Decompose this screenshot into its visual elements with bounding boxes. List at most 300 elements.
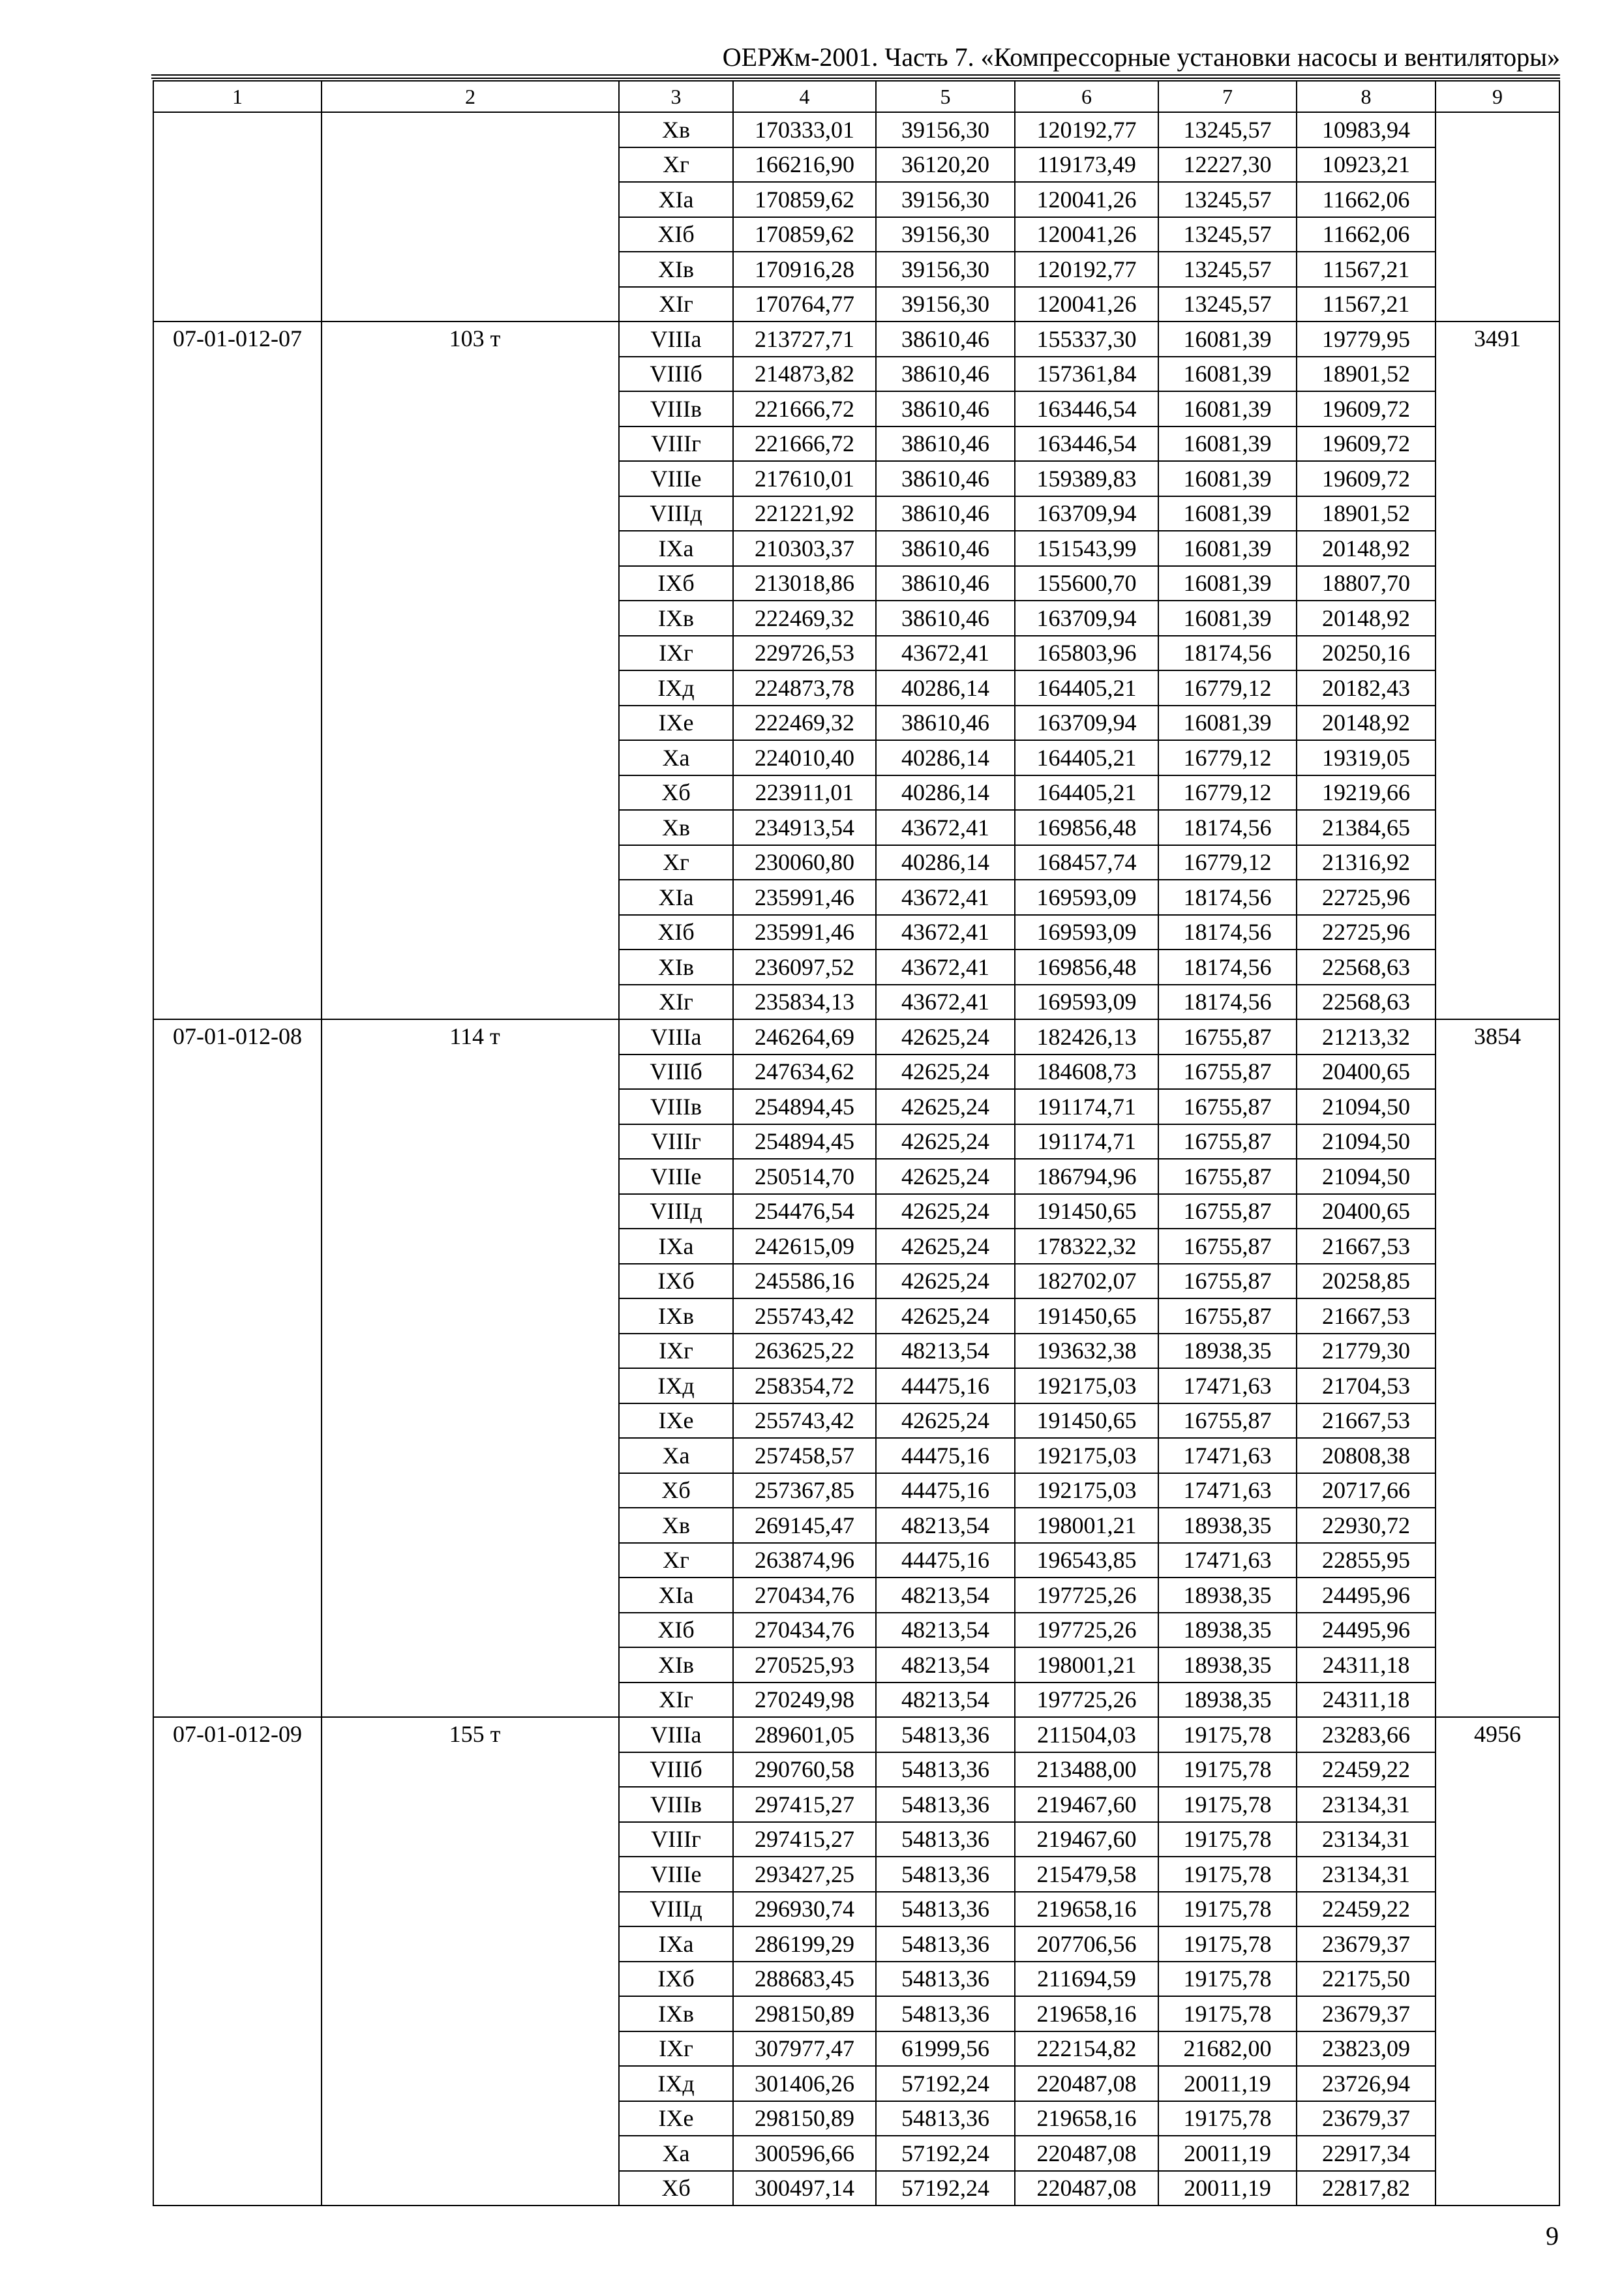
column-number: 8 [1297, 81, 1436, 112]
value-cell: 16779,12 [1158, 845, 1297, 880]
value-cell: 16755,87 [1158, 1055, 1297, 1090]
value-cell: 196543,85 [1015, 1543, 1158, 1578]
value-cell: 192175,03 [1015, 1368, 1158, 1403]
value-cell: 23679,37 [1297, 1926, 1436, 1962]
value-cell: 42625,24 [876, 1229, 1015, 1264]
category-cell: XIa [619, 1578, 733, 1613]
value-cell: 163446,54 [1015, 391, 1158, 426]
value-cell: 39156,30 [876, 287, 1015, 322]
value-cell: 17471,63 [1158, 1438, 1297, 1473]
value-cell: 48213,54 [876, 1683, 1015, 1718]
category-cell: XIв [619, 252, 733, 287]
category-cell: IXб [619, 1264, 733, 1299]
value-cell: 16755,87 [1158, 1229, 1297, 1264]
value-cell: 20148,92 [1297, 601, 1436, 636]
value-cell: 20258,85 [1297, 1264, 1436, 1299]
value-cell: 163446,54 [1015, 426, 1158, 462]
value-cell: 246264,69 [733, 1019, 876, 1055]
value-cell: 164405,21 [1015, 670, 1158, 706]
value-cell: 186794,96 [1015, 1159, 1158, 1194]
value-cell: 42625,24 [876, 1403, 1015, 1439]
category-cell: VIIIa [619, 322, 733, 357]
category-cell: IXд [619, 2066, 733, 2101]
value-cell: 263625,22 [733, 1334, 876, 1369]
value-cell: 54813,36 [876, 1717, 1015, 1752]
value-cell: 211694,59 [1015, 1962, 1158, 1997]
category-cell: IXг [619, 2031, 733, 2067]
value-cell: 54813,36 [876, 1996, 1015, 2031]
value-cell: 222469,32 [733, 601, 876, 636]
value-cell: 44475,16 [876, 1368, 1015, 1403]
value-cell: 19175,78 [1158, 1717, 1297, 1752]
table-row [153, 1717, 1559, 1752]
category-cell: VIIIa [619, 1019, 733, 1055]
value-cell: 16755,87 [1158, 1159, 1297, 1194]
value-cell: 40286,14 [876, 845, 1015, 880]
value-cell: 16081,39 [1158, 496, 1297, 531]
value-cell: 16081,39 [1158, 566, 1297, 601]
value-cell: 20148,92 [1297, 706, 1436, 741]
value-cell: 54813,36 [876, 1822, 1015, 1857]
value-cell: 54813,36 [876, 1752, 1015, 1788]
value-cell: 298150,89 [733, 2101, 876, 2136]
table-row [153, 112, 1559, 147]
value-cell: 16081,39 [1158, 426, 1297, 462]
value-cell: 43672,41 [876, 950, 1015, 985]
value-cell: 48213,54 [876, 1613, 1015, 1648]
value-cell: 38610,46 [876, 566, 1015, 601]
value-cell: 163709,94 [1015, 496, 1158, 531]
item-code-cell: 07-01-012-09 [153, 1717, 322, 2206]
category-cell: VIIIб [619, 1752, 733, 1788]
value-cell: 288683,45 [733, 1962, 876, 1997]
value-cell: 257458,57 [733, 1438, 876, 1473]
value-cell: 290760,58 [733, 1752, 876, 1788]
column-number: 7 [1158, 81, 1297, 112]
value-cell: 22568,63 [1297, 950, 1436, 985]
value-cell: 22175,50 [1297, 1962, 1436, 1997]
value-cell: 16081,39 [1158, 601, 1297, 636]
value-cell: 250514,70 [733, 1159, 876, 1194]
value-cell: 215479,58 [1015, 1857, 1158, 1892]
column-9-cell: 3491 [1436, 322, 1559, 1019]
value-cell: 18901,52 [1297, 496, 1436, 531]
value-cell: 42625,24 [876, 1019, 1015, 1055]
value-cell: 16755,87 [1158, 1089, 1297, 1124]
value-cell: 16755,87 [1158, 1124, 1297, 1159]
value-cell: 16081,39 [1158, 461, 1297, 496]
value-cell: 21667,53 [1297, 1298, 1436, 1334]
value-cell: 24311,18 [1297, 1683, 1436, 1718]
column-number: 4 [733, 81, 876, 112]
value-cell: 229726,53 [733, 636, 876, 671]
value-cell: 120041,26 [1015, 287, 1158, 322]
value-cell: 269145,47 [733, 1508, 876, 1543]
column-9-cell [1436, 112, 1559, 322]
value-cell: 164405,21 [1015, 775, 1158, 811]
value-cell: 165803,96 [1015, 636, 1158, 671]
value-cell: 20400,65 [1297, 1055, 1436, 1090]
value-cell: 42625,24 [876, 1264, 1015, 1299]
value-cell: 13245,57 [1158, 112, 1297, 147]
item-code-cell: 07-01-012-08 [153, 1019, 322, 1717]
category-cell: VIIIд [619, 1194, 733, 1229]
value-cell: 221221,92 [733, 496, 876, 531]
value-cell: 38610,46 [876, 357, 1015, 392]
value-cell: 213018,86 [733, 566, 876, 601]
value-cell: 220487,08 [1015, 2136, 1158, 2171]
value-cell: 20717,66 [1297, 1473, 1436, 1508]
category-cell: VIIIa [619, 1717, 733, 1752]
column-9-cell: 3854 [1436, 1019, 1559, 1717]
value-cell: 16081,39 [1158, 706, 1297, 741]
category-cell: IXв [619, 601, 733, 636]
value-cell: 54813,36 [876, 2101, 1015, 2136]
value-cell: 236097,52 [733, 950, 876, 985]
value-cell: 163709,94 [1015, 601, 1158, 636]
category-cell: VIIIб [619, 357, 733, 392]
value-cell: 19175,78 [1158, 1892, 1297, 1927]
page-header [151, 39, 1560, 76]
value-cell: 258354,72 [733, 1368, 876, 1403]
value-cell: 57192,24 [876, 2136, 1015, 2171]
value-cell: 235991,46 [733, 915, 876, 950]
value-cell: 54813,36 [876, 1892, 1015, 1927]
value-cell: 182702,07 [1015, 1264, 1158, 1299]
value-cell: 10923,21 [1297, 147, 1436, 183]
value-cell: 54813,36 [876, 1787, 1015, 1822]
value-cell: 219658,16 [1015, 2101, 1158, 2136]
value-cell: 286199,29 [733, 1926, 876, 1962]
value-cell: 197725,26 [1015, 1613, 1158, 1648]
column-number: 5 [876, 81, 1015, 112]
category-cell: Xa [619, 1438, 733, 1473]
category-cell: IXг [619, 636, 733, 671]
category-cell: Хв [619, 1508, 733, 1543]
category-cell: XIв [619, 1647, 733, 1683]
value-cell: 21094,50 [1297, 1159, 1436, 1194]
value-cell: 221666,72 [733, 391, 876, 426]
value-cell: 20011,19 [1158, 2136, 1297, 2171]
value-cell: 19609,72 [1297, 461, 1436, 496]
value-cell: 217610,01 [733, 461, 876, 496]
value-cell: 170859,62 [733, 182, 876, 217]
value-cell: 270434,76 [733, 1613, 876, 1648]
value-cell: 213488,00 [1015, 1752, 1158, 1788]
value-cell: 166216,90 [733, 147, 876, 183]
category-cell: XIa [619, 880, 733, 915]
value-cell: 38610,46 [876, 391, 1015, 426]
value-cell: 18938,35 [1158, 1683, 1297, 1718]
value-cell: 48213,54 [876, 1578, 1015, 1613]
category-cell: IXд [619, 1368, 733, 1403]
value-cell: 21779,30 [1297, 1334, 1436, 1369]
value-cell: 20400,65 [1297, 1194, 1436, 1229]
category-cell: IXe [619, 1403, 733, 1439]
category-cell: Хг [619, 147, 733, 183]
value-cell: 219658,16 [1015, 1996, 1158, 2031]
value-cell: 119173,49 [1015, 147, 1158, 183]
value-cell: 13245,57 [1158, 182, 1297, 217]
category-cell: VIIIб [619, 1055, 733, 1090]
value-cell: 21094,50 [1297, 1089, 1436, 1124]
category-cell: IXe [619, 706, 733, 741]
value-cell: 170764,77 [733, 287, 876, 322]
value-cell: 164405,21 [1015, 740, 1158, 775]
value-cell: 184608,73 [1015, 1055, 1158, 1090]
value-cell: 120192,77 [1015, 252, 1158, 287]
category-cell: XIг [619, 1683, 733, 1718]
value-cell: 16755,87 [1158, 1403, 1297, 1439]
value-cell: 169593,09 [1015, 880, 1158, 915]
value-cell: 43672,41 [876, 880, 1015, 915]
value-cell: 48213,54 [876, 1334, 1015, 1369]
value-cell: 163709,94 [1015, 706, 1158, 741]
value-cell: 298150,89 [733, 1996, 876, 2031]
value-cell: 270525,93 [733, 1647, 876, 1683]
value-cell: 18901,52 [1297, 357, 1436, 392]
value-cell: 39156,30 [876, 112, 1015, 147]
value-cell: 19779,95 [1297, 322, 1436, 357]
value-cell: 16779,12 [1158, 670, 1297, 706]
value-cell: 219467,60 [1015, 1787, 1158, 1822]
category-cell: Хг [619, 845, 733, 880]
value-cell: 169593,09 [1015, 985, 1158, 1020]
value-cell: 13245,57 [1158, 252, 1297, 287]
value-cell: 36120,20 [876, 147, 1015, 183]
value-cell: 155337,30 [1015, 322, 1158, 357]
value-cell: 178322,32 [1015, 1229, 1158, 1264]
category-cell: XIб [619, 915, 733, 950]
value-cell: 16779,12 [1158, 775, 1297, 811]
category-cell: VIIIд [619, 496, 733, 531]
value-cell: 254476,54 [733, 1194, 876, 1229]
value-cell: 22725,96 [1297, 880, 1436, 915]
value-cell: 192175,03 [1015, 1473, 1158, 1508]
value-cell: 219467,60 [1015, 1822, 1158, 1857]
value-cell: 24495,96 [1297, 1613, 1436, 1648]
value-cell: 42625,24 [876, 1089, 1015, 1124]
value-cell: 39156,30 [876, 182, 1015, 217]
value-cell: 43672,41 [876, 915, 1015, 950]
value-cell: 17471,63 [1158, 1368, 1297, 1403]
value-cell: 57192,24 [876, 2066, 1015, 2101]
value-cell: 24311,18 [1297, 1647, 1436, 1683]
value-cell: 296930,74 [733, 1892, 876, 1927]
category-cell: Xa [619, 740, 733, 775]
item-name-cell: 155 т [322, 1717, 619, 2206]
category-cell: IXa [619, 1229, 733, 1264]
value-cell: 307977,47 [733, 2031, 876, 2067]
category-cell: XIб [619, 1613, 733, 1648]
value-cell: 22817,82 [1297, 2171, 1436, 2206]
item-name-cell: 114 т [322, 1019, 619, 1717]
value-cell: 301406,26 [733, 2066, 876, 2101]
value-cell: 254894,45 [733, 1124, 876, 1159]
value-cell: 43672,41 [876, 810, 1015, 845]
category-cell: IXa [619, 1926, 733, 1962]
value-cell: 22855,95 [1297, 1543, 1436, 1578]
value-cell: 223911,01 [733, 775, 876, 811]
value-cell: 224873,78 [733, 670, 876, 706]
value-cell: 39156,30 [876, 217, 1015, 252]
value-cell: 23134,31 [1297, 1822, 1436, 1857]
value-cell: 18938,35 [1158, 1647, 1297, 1683]
value-cell: 57192,24 [876, 2171, 1015, 2206]
value-cell: 20011,19 [1158, 2171, 1297, 2206]
value-cell: 40286,14 [876, 740, 1015, 775]
value-cell: 42625,24 [876, 1124, 1015, 1159]
value-cell: 22917,34 [1297, 2136, 1436, 2171]
value-cell: 18807,70 [1297, 566, 1436, 601]
value-cell: 21213,32 [1297, 1019, 1436, 1055]
category-cell: VIIIв [619, 1787, 733, 1822]
value-cell: 297415,27 [733, 1822, 876, 1857]
value-cell: 222469,32 [733, 706, 876, 741]
value-cell: 13245,57 [1158, 287, 1297, 322]
category-cell: Xб [619, 2171, 733, 2206]
value-cell: 61999,56 [876, 2031, 1015, 2067]
value-cell: 38610,46 [876, 426, 1015, 462]
value-cell: 300596,66 [733, 2136, 876, 2171]
value-cell: 255743,42 [733, 1298, 876, 1334]
category-cell: IXд [619, 670, 733, 706]
value-cell: 120041,26 [1015, 182, 1158, 217]
value-cell: 21384,65 [1297, 810, 1436, 845]
value-cell: 120041,26 [1015, 217, 1158, 252]
value-cell: 197725,26 [1015, 1578, 1158, 1613]
category-cell: Хв [619, 112, 733, 147]
value-cell: 11567,21 [1297, 287, 1436, 322]
value-cell: 16755,87 [1158, 1194, 1297, 1229]
value-cell: 289601,05 [733, 1717, 876, 1752]
column-number: 1 [153, 81, 322, 112]
value-cell: 270434,76 [733, 1578, 876, 1613]
value-cell: 22568,63 [1297, 985, 1436, 1020]
category-cell: VIIIг [619, 1124, 733, 1159]
column-number: 3 [619, 81, 733, 112]
value-cell: 23283,66 [1297, 1717, 1436, 1752]
value-cell: 48213,54 [876, 1647, 1015, 1683]
value-cell: 20011,19 [1158, 2066, 1297, 2101]
category-cell: Хг [619, 1543, 733, 1578]
value-cell: 220487,08 [1015, 2171, 1158, 2206]
value-cell: 245586,16 [733, 1264, 876, 1299]
value-cell: 168457,74 [1015, 845, 1158, 880]
value-cell: 54813,36 [876, 1857, 1015, 1892]
category-cell: IXa [619, 531, 733, 566]
value-cell: 182426,13 [1015, 1019, 1158, 1055]
value-cell: 23679,37 [1297, 2101, 1436, 2136]
value-cell: 221666,72 [733, 426, 876, 462]
value-cell: 219658,16 [1015, 1892, 1158, 1927]
value-cell: 191174,71 [1015, 1089, 1158, 1124]
category-cell: VIIIe [619, 1857, 733, 1892]
value-cell: 18174,56 [1158, 985, 1297, 1020]
value-cell: 23823,09 [1297, 2031, 1436, 2067]
value-cell: 19175,78 [1158, 1926, 1297, 1962]
column-number: 6 [1015, 81, 1158, 112]
value-cell: 16081,39 [1158, 531, 1297, 566]
value-cell: 214873,82 [733, 357, 876, 392]
value-cell: 18938,35 [1158, 1334, 1297, 1369]
value-cell: 192175,03 [1015, 1438, 1158, 1473]
value-cell: 191450,65 [1015, 1194, 1158, 1229]
value-cell: 43672,41 [876, 636, 1015, 671]
value-cell: 18938,35 [1158, 1578, 1297, 1613]
value-cell: 263874,96 [733, 1543, 876, 1578]
value-cell: 42625,24 [876, 1159, 1015, 1194]
category-cell: VIIIг [619, 426, 733, 462]
value-cell: 230060,80 [733, 845, 876, 880]
value-cell: 18938,35 [1158, 1508, 1297, 1543]
value-cell: 197725,26 [1015, 1683, 1158, 1718]
value-cell: 19175,78 [1158, 1857, 1297, 1892]
value-cell: 22459,22 [1297, 1892, 1436, 1927]
category-cell: VIIIв [619, 1089, 733, 1124]
value-cell: 19219,66 [1297, 775, 1436, 811]
value-cell: 18174,56 [1158, 915, 1297, 950]
value-cell: 254894,45 [733, 1089, 876, 1124]
item-name-cell [322, 112, 619, 322]
value-cell: 19175,78 [1158, 1962, 1297, 1997]
value-cell: 235834,13 [733, 985, 876, 1020]
value-cell: 191450,65 [1015, 1298, 1158, 1334]
value-cell: 38610,46 [876, 601, 1015, 636]
category-cell: IXв [619, 1996, 733, 2031]
value-cell: 38610,46 [876, 496, 1015, 531]
value-cell: 16755,87 [1158, 1298, 1297, 1334]
price-table [153, 80, 1560, 2206]
value-cell: 19175,78 [1158, 1996, 1297, 2031]
value-cell: 18174,56 [1158, 950, 1297, 985]
category-cell: XIг [619, 287, 733, 322]
value-cell: 18174,56 [1158, 880, 1297, 915]
value-cell: 220487,08 [1015, 2066, 1158, 2101]
category-cell: VIIIг [619, 1822, 733, 1857]
category-cell: IXг [619, 1334, 733, 1369]
value-cell: 10983,94 [1297, 112, 1436, 147]
category-cell: IXe [619, 2101, 733, 2136]
value-cell: 169856,48 [1015, 950, 1158, 985]
value-cell: 211504,03 [1015, 1717, 1158, 1752]
value-cell: 17471,63 [1158, 1543, 1297, 1578]
value-cell: 42625,24 [876, 1055, 1015, 1090]
value-cell: 151543,99 [1015, 531, 1158, 566]
column-9-cell: 4956 [1436, 1717, 1559, 2206]
value-cell: 157361,84 [1015, 357, 1158, 392]
category-cell: IXв [619, 1298, 733, 1334]
category-cell: Xб [619, 1473, 733, 1508]
category-cell: Xб [619, 775, 733, 811]
value-cell: 21667,53 [1297, 1229, 1436, 1264]
value-cell: 120192,77 [1015, 112, 1158, 147]
item-code-cell: 07-01-012-07 [153, 322, 322, 1019]
value-cell: 13245,57 [1158, 217, 1297, 252]
value-cell: 16081,39 [1158, 357, 1297, 392]
value-cell: 193632,38 [1015, 1334, 1158, 1369]
value-cell: 235991,46 [733, 880, 876, 915]
value-cell: 300497,14 [733, 2171, 876, 2206]
value-cell: 19175,78 [1158, 1822, 1297, 1857]
value-cell: 12227,30 [1158, 147, 1297, 183]
page-number: 9 [1546, 2221, 1559, 2251]
value-cell: 234913,54 [733, 810, 876, 845]
value-cell: 170333,01 [733, 112, 876, 147]
value-cell: 18174,56 [1158, 636, 1297, 671]
value-cell: 198001,21 [1015, 1647, 1158, 1683]
value-cell: 19175,78 [1158, 2101, 1297, 2136]
